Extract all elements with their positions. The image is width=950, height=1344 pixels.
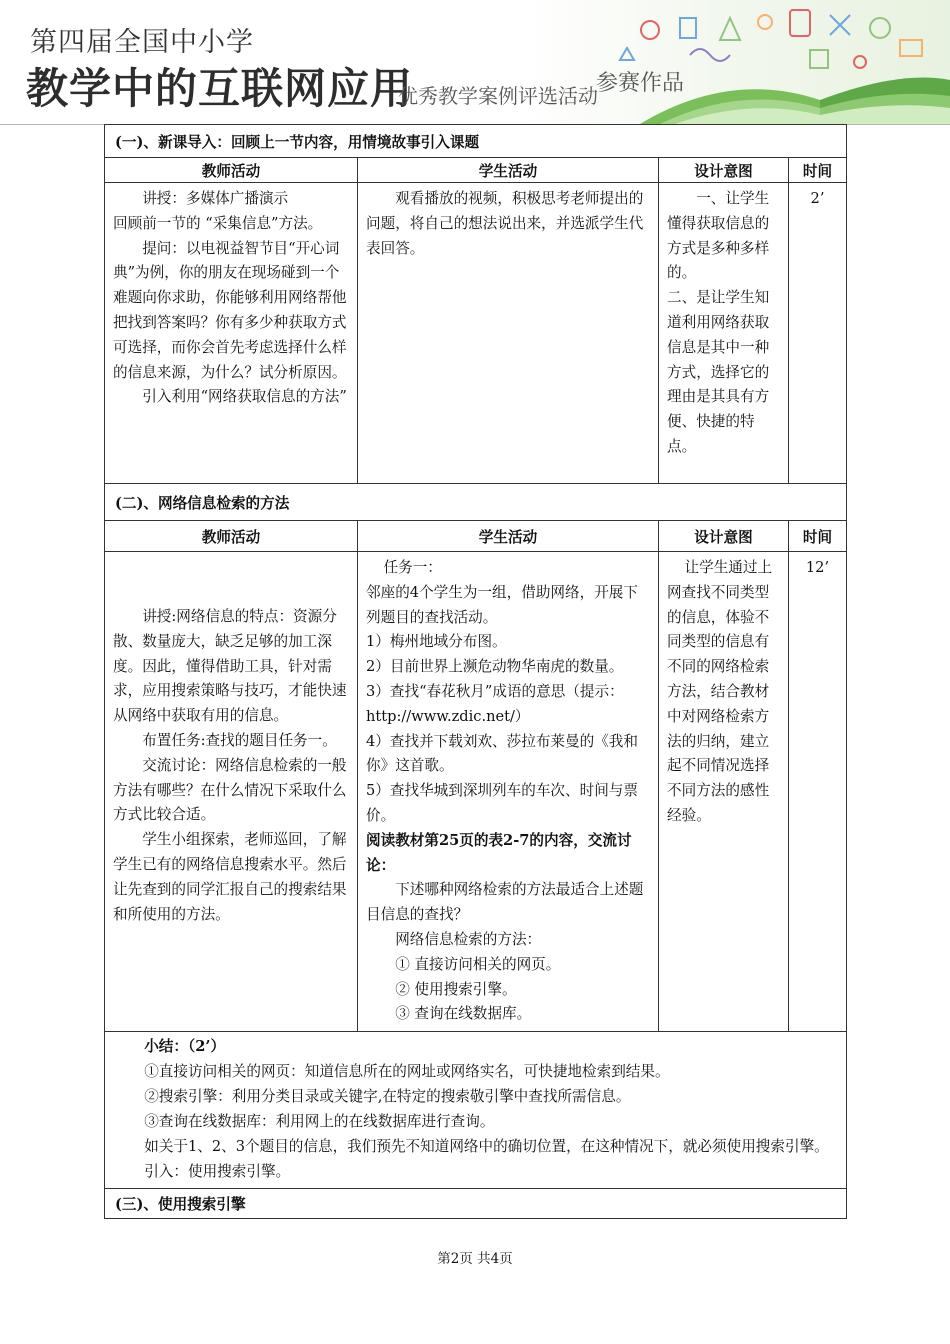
s2-col-header-teacher: 教师活动 xyxy=(105,521,358,552)
section1-intent-cell xyxy=(659,183,789,484)
s2-task-item-5: 5）查找华城到深圳列车的车次、时间与票价。 xyxy=(366,782,638,824)
section1-title-row xyxy=(105,125,847,158)
s2-intent-p1: 让学生通过上网查找不同类型的信息，体验不同类型的信息有不同的网络检索方法，结合教材中对网络检索方法的归纳，建立起不同情况选择不同方法的感性经验。 xyxy=(667,559,773,824)
summary-row xyxy=(105,1032,847,1189)
s2-col-header-intent: 设计意图 xyxy=(659,521,789,552)
s1-teacher-p2: 回顾前一节的 “采集信息”方法。 xyxy=(113,214,323,232)
s1-teacher-p3: 提问：以电视益智节目“开心词典”为例，你的朋友在现场碰到一个难题向你求助，你能够利用网络帮他把找到答案吗？你有多少种获取方式可选择，而你会首先考虑选择什么样的信息来源，为什么？试分析原因。 xyxy=(113,239,347,381)
s2-question: 下述哪种网络检索的方法最适合上述题目信息的查找？ xyxy=(366,881,644,924)
banner-line1: 第四届全国中小学 xyxy=(30,27,254,58)
s2-teacher-p4: 学生小组探索，老师巡回，了解学生已有的网络信息搜索水平。然后让先查到的同学汇报自己的搜索结果和所使用的方法。 xyxy=(113,831,347,923)
col-header-teacher: 教师活动 xyxy=(105,158,358,183)
header-banner xyxy=(0,0,950,125)
section1-content-row xyxy=(105,183,847,484)
s2-col-header-student: 学生活动 xyxy=(358,521,659,552)
section1-header-row xyxy=(105,158,847,183)
summary-line-3: ③查询在线数据库：利用网上的在线数据库进行查询。 xyxy=(144,1113,495,1131)
s2-task-item-2: 2）目前世界上濒危动物华南虎的数量。 xyxy=(366,658,624,676)
s1-teacher-p1: 讲授：多媒体广播演示 xyxy=(142,190,289,207)
section1-time-cell: 2’ xyxy=(789,183,847,484)
col-header-student: 学生活动 xyxy=(358,158,659,183)
section2-student-cell xyxy=(358,552,659,1032)
s2-teacher-p1: 讲授:网络信息的特点：资源分散、数量庞大，缺乏足够的加工深度。因此，懂得借助工具，针对需求，应用搜索策略与技巧，才能快速从网络中获取有用的信息。 xyxy=(113,608,347,725)
summary-line-5: 引入：使用搜索引擎。 xyxy=(144,1163,291,1181)
s2-teacher-p2: 布置任务:查找的题目任务一。 xyxy=(142,731,337,749)
s2-task-item-1: 1）梅州地域分布图。 xyxy=(366,633,507,651)
section2-time-cell: 12’ xyxy=(789,552,847,1032)
section2-intent-cell xyxy=(659,552,789,1032)
col-header-time: 时间 xyxy=(789,158,847,183)
summary-line-1: ①直接访问相关的网页：知道信息所在的网址或网络实名，可快捷地检索到结果。 xyxy=(144,1063,670,1081)
summary-line-4: 如关于1、2、3个题目的信息，我们预先不知道网络中的确切位置，在这种情况下，就必须使用搜索引擎。 xyxy=(144,1138,829,1156)
summary-line-2: ②搜索引擎：利用分类目录或关键字,在特定的搜索敬引擎中查找所需信息。 xyxy=(144,1088,631,1106)
banner-tag: 参赛作品 xyxy=(596,71,685,96)
banner-subtitle: 优秀教学案例评选活动 xyxy=(398,84,598,108)
section2-title: (二)、网络信息检索的方法 xyxy=(105,484,847,521)
col-header-intent: 设计意图 xyxy=(659,158,789,183)
banner-title: 教学中的互联网应用 xyxy=(26,64,414,113)
s2-method-1: ① 直接访问相关的网页。 xyxy=(395,955,561,973)
s2-reading-note: 阅读教材第25页的表2-7的内容，交流讨论： xyxy=(366,831,632,874)
s2-task-desc: 邻座的4个学生为一组，借助网络，开展下列题目的查找活动。 xyxy=(366,583,638,626)
s2-task-item-4: 4）查找并下载刘欢、莎拉布莱曼的《我和你》这首歌。 xyxy=(366,732,638,775)
section1-title: (一)、新课导入：回顾上一节内容，用情境故事引入课题 xyxy=(105,125,847,158)
s1-teacher-p4: 引入利用“网络获取信息的方法” xyxy=(142,388,347,406)
s1-intent-p1: 一、让学生懂得获取信息的方式是多种多样的。 xyxy=(667,190,770,282)
s2-task-item-3: 3）查找“春花秋月”成语的意思（提示：http://www.zdic.net/） xyxy=(366,682,624,725)
s2-task-title: 任务一： xyxy=(383,559,442,576)
section1-student-cell xyxy=(358,183,659,484)
s2-methods-title: 网络信息检索的方法： xyxy=(395,930,542,948)
s1-intent-p2: 二、是让学生知道利用网络获取信息是其中一种方式，选择它的理由是其具有方便、快捷的特点。 xyxy=(667,289,770,455)
s2-method-2: ② 使用搜索引擎。 xyxy=(395,980,517,998)
section2-title-row xyxy=(105,484,847,521)
section2-content-row xyxy=(105,552,847,1032)
section2-header-row xyxy=(105,521,847,552)
section2-teacher-cell xyxy=(105,552,358,1032)
book-illustration-icon xyxy=(580,0,950,124)
s2-teacher-p3: 交流讨论：网络信息检索的一般方法有哪些？在什么情况下采取什么方式比较合适。 xyxy=(113,756,347,824)
lesson-plan-table xyxy=(104,124,847,1219)
page-footer: 第2页 共4页 xyxy=(437,1251,513,1267)
section3-title-row xyxy=(105,1189,847,1219)
summary-title: 小结：（2’） xyxy=(144,1038,226,1056)
section1-teacher-cell xyxy=(105,183,358,484)
section3-title: (三)、使用搜索引擎 xyxy=(105,1189,847,1219)
s1-student-p1: 观看播放的视频，积极思考老师提出的问题，将自己的想法说出来，并选派学生代表回答。 xyxy=(366,190,644,257)
s2-col-header-time: 时间 xyxy=(789,521,847,552)
s2-method-3: ③ 查询在线数据库。 xyxy=(395,1005,532,1023)
summary-cell xyxy=(105,1032,847,1189)
